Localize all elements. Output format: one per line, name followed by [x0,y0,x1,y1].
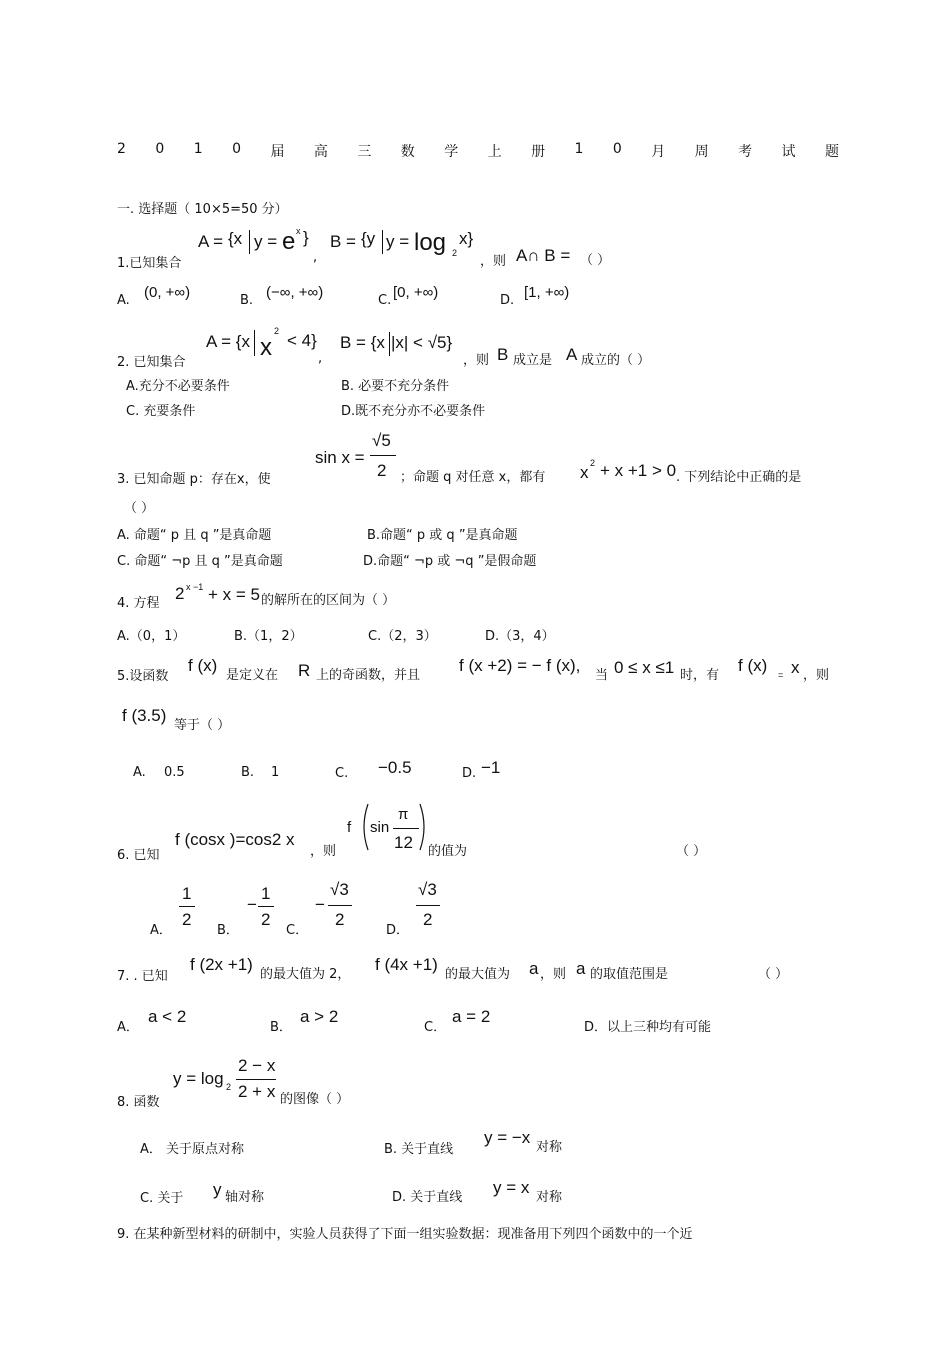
q2-set-a: A = {x [206,332,250,351]
q7-opt-b-label: B． [270,1020,292,1035]
q4-opt-a: A.（0，1） [117,629,186,644]
q7-opt-b: a > 2 [300,1007,339,1026]
q8-opt-c-math: y [213,1180,222,1199]
q2-opt-c: C. 充要条件 [126,404,196,419]
q6-den: 12 [394,833,413,852]
q1-opt-a-label: A. [117,293,130,308]
q1-opt-b: (−∞, +∞) [266,284,324,301]
q5-opt-c: −0.5 [378,758,412,777]
q1-bar-a [249,230,250,254]
q1-set-a-brace: {x [228,229,243,248]
q8-sub: 2 [226,1082,232,1092]
q5-fx: f (x) [188,656,218,675]
q3-opt-c: C. 命题“ ¬p 且 q ”是真命题 [117,554,283,569]
q6-tail-2: 的值为 [428,844,468,859]
q1-set-b-eq: y = [386,232,410,251]
q5-t3: 当 [595,668,609,683]
q7-a1: a [529,959,539,978]
q4-sup: x −1 [186,582,204,592]
q2-set-b-rest: |x| < √5} [391,333,453,352]
q1-set-a-label: A = [198,232,224,251]
q2-tail-1: ，则 [463,353,490,368]
q1-expr: A∩ B = [516,246,571,265]
section-header: 一. 选择题（ 10×5=50 分） [117,202,288,217]
q2-b: B [497,345,509,364]
q2-tail-2: 成立是 [513,353,553,368]
q3-opt-a: A. 命题“ p 且 q ”是真命题 [117,528,272,543]
q8-opt-d-math: y = x [493,1178,530,1197]
q1-set-b-x: x} [459,229,474,248]
q7-t1: 的最大值为 2， [260,967,351,982]
q5-eq: f (x +2) = − f (x), [459,656,581,675]
q8-den: 2 + x [238,1082,276,1101]
q6-opt-b-line [258,906,274,907]
q1-opt-d-label: D. [500,293,515,308]
q1-log-sub: 2 [452,248,458,258]
q4-opt-d: D.（3，4） [485,629,555,644]
q4-tail: 的解所在的区间为（ ） [261,593,396,608]
q3-paren: （ ） [124,501,155,516]
q3-lead: 3. 已知命题 p：存在x，使 [117,472,271,487]
q3-frac-line [370,455,396,456]
q3-mid: ；命题 q 对任意 x，都有 [400,470,546,485]
title-char: 周 [694,144,709,160]
q7-lead: 7. . 已知 [117,969,168,984]
q2-tail-3: 成立的（ ） [581,353,651,368]
q3-sin: sin x = [315,448,365,467]
q1-set-b-label: B = [330,232,356,251]
q7-opt-c-label: C． [424,1020,447,1035]
q4-base: 2 [175,584,185,603]
title-char: 0 [612,141,622,157]
q6-opt-b-sign: − [247,895,257,914]
q8-opt-b-tail: 对称 [536,1140,563,1155]
q2-opt-a: A.充分不必要条件 [126,379,230,394]
q6-lead: 6. 已知 [117,848,160,863]
q5-x: x [791,658,800,677]
q5-range: 0 ≤ x ≤1 [614,658,675,677]
q7-a2: a [576,959,586,978]
title-char: 题 [824,144,839,160]
q8-opt-a: A． 关于原点对称 [140,1142,245,1157]
title-char: 1 [574,141,584,157]
q7-t2: 的最大值为 [445,967,511,982]
q6-opt-a-line [179,906,195,907]
title-char: 数 [400,144,415,160]
q6-expr: f (cosx )=cos2 x [175,830,295,849]
q5-opt-d-label: D. [462,766,477,781]
q5-t1: 是定义在 [226,668,279,683]
q4-opt-c: C.（2，3） [368,629,437,644]
q8-opt-c-lead: C. 关于 [140,1191,184,1206]
q5-t5: ，则 [803,668,830,683]
q5-lead: 5.设函数 [117,669,169,684]
q3-num: √5 [372,431,391,450]
q4-opt-b: B.（1，2） [234,629,303,644]
q1-comma: , [313,250,318,265]
q8-lead: 8. 函数 [117,1095,160,1110]
q2-bar-a [254,330,255,356]
q1-e: e [282,228,296,255]
q8-opt-d-lead: D. 关于直线 [392,1190,463,1205]
q1-bar-b [382,230,383,254]
title-char: 上 [487,144,502,160]
q6-opt-c-sign: − [315,895,325,914]
q7-opt-c: a = 2 [452,1007,491,1026]
q3-opt-b: B.命题“ p 或 q ”是真命题 [367,528,518,543]
q1-log: log [414,229,447,256]
q1-set-a-close: } [303,228,309,247]
q1-opt-a: (0, +∞) [144,284,191,301]
q2-set-a-x: x [260,334,272,361]
q8-opt-b-math: y = −x [484,1128,531,1147]
q6-opt-d-den: 2 [423,910,433,929]
q1-lead: 1.已知集合 [117,256,182,271]
q2-set-a-rest: < 4} [287,331,317,350]
q7-opt-d: D．以上三种均有可能 [584,1020,712,1035]
q6-opt-b-num: 1 [261,884,271,903]
q8-opt-d-tail: 对称 [536,1190,563,1205]
q6-opt-d-label: D． [386,923,410,938]
exam-title [117,141,839,161]
q1-opt-b-label: B. [240,293,254,308]
q7-f2: f (4x +1) [375,955,438,974]
q8-opt-b-lead: B. 关于直线 [384,1142,454,1157]
q1-opt-d: [1, +∞) [524,284,570,301]
q5-opt-d: −1 [481,758,501,777]
q6-frac-line [393,828,419,829]
q6-tail-1: ，则 [310,844,337,859]
q3-tail: . 下列结论中正确的是 [676,470,802,485]
title-char: 高 [313,144,328,160]
title-char: 届 [270,144,285,160]
q2-set-b: B = {x [340,333,385,352]
q6-f: f [347,819,352,836]
q5-r: R [298,661,311,680]
q6-opt-c-line [328,905,352,906]
q3-den: 2 [377,461,387,480]
q6-opt-d-num: √3 [418,880,437,899]
q7-paren: （ ） [758,967,789,982]
q2-bar-b [389,332,390,356]
q1-e-sup: x [296,226,301,236]
q7-t4: 的取值范围是 [590,967,669,982]
title-char: 考 [738,144,753,160]
q3-ineq-sup: 2 [590,458,596,468]
q2-a: A [566,345,578,364]
q7-t3: ，则 [540,967,567,982]
q6-opt-a-label: A． [150,923,172,938]
q5-opt-a-label: A. [133,765,146,780]
q6-opt-d-line [416,905,440,906]
q8-y: y = log [173,1069,224,1088]
q6-sin: sin [370,819,390,836]
q5-opt-b: 1 [271,765,280,780]
q6-opt-b-label: B． [217,923,239,938]
q5-opt-b-label: B. [241,765,255,780]
q8-tail: 的图像（ ） [280,1092,350,1107]
q7-opt-a-label: A． [117,1020,139,1035]
q5-opt-c-label: C. [335,766,349,781]
q3-opt-d: D.命题“ ¬p 或 ¬q ”是假命题 [363,554,537,569]
q6-opt-c-label: C． [286,923,309,938]
q2-lead: 2. 已知集合 [117,355,186,370]
title-char: 1 [193,141,203,157]
q2-opt-d: D.既不充分亦不必要条件 [341,404,486,419]
q1-set-a-eq: y = [254,232,278,251]
q6-paren: （ ） [676,844,707,859]
q4-rest: + x = 5 [208,585,260,604]
q6-opt-a-den: 2 [182,910,192,929]
q6-opt-b-den: 2 [261,910,271,929]
q8-frac-line [236,1079,276,1080]
q2-set-a-sup: 2 [274,326,280,336]
q6-opt-a-num: 1 [182,884,192,903]
q5-t2: 上的奇函数，并且 [316,668,421,683]
q1-set-b-brace: {y [361,229,376,248]
q5-t4: 时，有 [680,668,720,683]
q7-f1: f (2x +1) [190,955,253,974]
q5-f35: f (3.5) [122,706,167,725]
question-9: 9. 在某种新型材料的研制中，实验人员获得了下面一组实验数据：现准备用下列四个函数中的一个近 [117,1227,693,1242]
title-char: 册 [531,144,546,160]
title-char: 试 [781,144,796,160]
q3-ineq-x: x [580,463,589,482]
q1-opt-c-label: C. [378,293,392,308]
title-char: 三 [357,144,372,160]
title-char: 学 [444,144,459,160]
q6-opt-c-den: 2 [335,910,345,929]
title-char: 月 [651,144,666,160]
q4-lead: 4. 方程 [117,596,160,611]
q2-comma: , [318,351,323,366]
q8-num: 2 − x [238,1056,276,1075]
q6-num: π [398,806,409,823]
q5-t6: 等于（ ） [174,718,231,733]
q5-opt-a: 0.5 [164,765,185,780]
title-char: 2 [117,141,126,157]
title-char: 0 [155,141,165,157]
q2-opt-b: B. 必要不充分条件 [341,379,450,394]
q1-tail: ，则 [480,254,507,269]
q5-fx2: f (x) [738,656,768,675]
q3-ineq-rest: + x +1 > 0 [600,461,677,480]
q6-opt-c-num: √3 [330,880,349,899]
title-char: 0 [232,141,241,157]
q5-eqs: = [778,670,784,680]
q1-paren: （ ） [580,253,611,268]
q8-opt-c-tail: 轴对称 [225,1190,265,1205]
q7-opt-a: a < 2 [148,1007,187,1026]
q1-opt-c: [0, +∞) [393,284,439,301]
